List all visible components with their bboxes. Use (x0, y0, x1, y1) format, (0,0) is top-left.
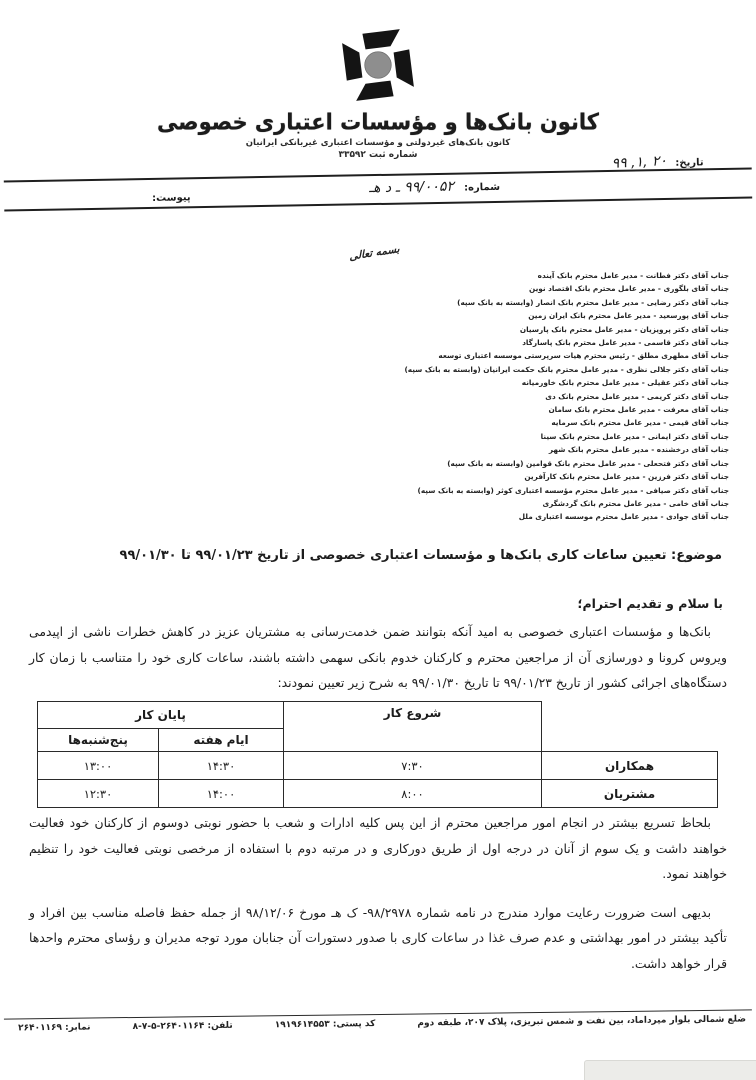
table-blank-corner (542, 702, 718, 752)
recipient-line: جناب آقای دکتر فطانت - مدیر عامل محترم بانک آینده (537, 271, 729, 280)
attachment-label: پیوست: (152, 192, 191, 204)
recipient-line: جناب آقای بلگوری - مدیر عامل محترم بانک اقتصاد نوین (529, 284, 729, 294)
table-row-customers (38, 780, 718, 808)
recipient-line: جناب آقای دکتر عقیلی - مدیر عامل محترم بانک خاورمیانه (521, 378, 729, 388)
date-label: تاریخ: (675, 157, 704, 169)
recipient-line: جناب آقای معرفت - مدیر عامل محترم بانک سامان (548, 405, 729, 415)
staff-start-time: ۷:۳۰ (284, 752, 542, 780)
weekdays-header: ایام هفته (159, 729, 284, 752)
recipient-line: جناب آقای دکتر ایمانی - مدیر عامل محترم بانک سینا (540, 431, 729, 441)
customers-thursday-end-time: ۱۲:۳۰ (38, 780, 159, 808)
number-handwritten-value: ۹۹/۰۰۵۲ ـ د هـ (368, 178, 455, 197)
org-subtitle: کانون بانک‌های غیردولتی و مؤسسات اعتباری غیربانکی ایرانیان (245, 138, 511, 148)
recipient-line: جناب آقای خامی - مدیر عامل محترم بانک گردشگری (542, 498, 729, 508)
thursdays-header: پنج‌شنبه‌ها (38, 729, 159, 752)
greeting-line: با سلام و تقدیم احترام؛ (577, 596, 723, 611)
recipient-line: جناب آقای دکتر فرزین - مدیر عامل محترم بانک کارآفرین (524, 472, 729, 482)
recipient-line: جناب آقای دکتر پرویزیان - مدیر عامل محترم بانک پارسیان (519, 324, 729, 334)
recipient-line: جناب آقای پورسعید - مدیر عامل محترم بانک ایران زمین (528, 311, 729, 321)
handwritten-besmeh: بسمه تعالی (349, 243, 401, 263)
recipient-line: جناب آقای قیمی - مدیر عامل محترم بانک سرمایه (551, 418, 729, 428)
number-label: شماره: (463, 181, 501, 194)
footer-postal-code: کد پستی: ۱۹۱۹۶۱۴۵۵۳ (274, 1019, 376, 1031)
org-registration-number: شماره ثبت ۳۳۵۹۲ (338, 150, 418, 160)
number-field (369, 178, 500, 196)
customers-start-time: ۸:۰۰ (284, 780, 542, 808)
staff-thursday-end-time: ۱۳:۰۰ (38, 752, 159, 780)
end-of-work-header: پایان کار (38, 702, 284, 729)
footer-fax: نمابر: ۲۶۴۰۱۱۶۹ (18, 1022, 91, 1034)
attachment-field (152, 185, 191, 205)
customers-weekday-end-time: ۱۴:۰۰ (159, 780, 284, 808)
recipient-line: جناب آقای دکتر قاسمی - مدیر عامل محترم بانک پاسارگاد (522, 338, 729, 348)
org-title: کانون بانک‌ها و مؤسسات اعتباری خصوصی (157, 109, 599, 135)
footer-address: ضلع شمالی بلوار میرداماد، بین نفت و شمس تبریزی، پلاک ۲۰۷، طبقه دوم (417, 1014, 747, 1029)
recipient-line: جناب آقای دکتر کریمی - مدیر عامل محترم بانک دی (545, 391, 729, 401)
recipient-line: جناب آقای مطهری مطلق - رئیس محترم هیات سرپرستی موسسه اعتباری توسعه (438, 351, 729, 361)
date-field (612, 153, 704, 171)
row-label: مشتریان (542, 780, 718, 808)
recipient-line: جناب آقای دکتر رضایی - مدیر عامل محترم بانک انصار (وابسته به بانک سپه) (457, 297, 729, 307)
pinwheel-logo-icon (339, 26, 417, 104)
recipients-list (30, 269, 729, 524)
table-row-staff (38, 752, 718, 780)
body-paragraph: بانک‌ها و مؤسسات اعتباری خصوصی به امید آنکه بتوانند ضمن خدمت‌رسانی به مشتریان عزیز در کاهش خطرات ناشی از اپیدمی ویروس کرونا و دورسازی آن از مراجعین محترم و کارکنان خدوم بانکی سهمی داشته باشند، ساعات کاری خود را متناسب با زمان کار دستگاه‌های اجرائی کشور از تاریخ ۹۹/۰۱/۲۳ تا تاریخ ۹۹/۰۱/۳۰ به شرح زیر تعیین نمودند: (29, 624, 727, 690)
subject-line: موضوع: تعیین ساعات کاری بانک‌ها و مؤسسات اعتباری خصوصی از تاریخ ۹۹/۰۱/۲۳ تا ۹۹/۰۱/۳۰ (119, 548, 722, 563)
body-paragraph: بلحاظ تسریع بیشتر در انجام امور مراجعین محترم از این پس کلیه ادارات و شعب با حضور نوبتی دوسوم از کارکنان خود فعالیت خواهند داشت و یک سوم از آنان در درجه اول از طریق دورکاری و در مرتبه دوم با استفاده از مرخصی نوبتی فعالیت خود را تنظیم خواهند نمود. (29, 815, 727, 881)
recipient-line: جناب آقای درخشنده - مدیر عامل محترم بانک شهر (548, 445, 729, 455)
letterhead (0, 26, 756, 160)
date-handwritten-value: ۹۹ ,۱, ۲۰ (611, 152, 668, 172)
recipient-line: جناب آقای جوادی - مدیر عامل محترم موسسه اعتباری ملل (518, 512, 729, 522)
recipient-line: جناب آقای دکتر صیافی - مدیر عامل محترم مؤسسه اعتباری کوثر (وابسته به بانک سپه) (417, 485, 729, 495)
footer-phone: تلفن: ۲۶۴۰۱۱۶۴-۵-۷-۸ (132, 1020, 233, 1032)
body-paragraph: بدیهی است ضرورت رعایت موارد مندرج در نامه شماره ۹۸/۲۹۷۸- ک هـ مورخ ۹۸/۱۲/۰۶ از جمله حفظ فاصله مناسب بین افراد و تأکید بیشتر در امور بهداشتی و عدم صرف غذا در ساعات کاری با صدور دستورات آن جنابان مورد توجه مدیران و رؤسای محترم واحدها قرار خواهد داشت. (29, 904, 727, 971)
recipient-line: جناب آقای دکتر جلالی نظری - مدیر عامل محترم بانک حکمت ایرانیان (وابسته به بانک سپه) (404, 364, 729, 374)
scan-artifact-box (584, 1060, 756, 1080)
footer-contact-bar (4, 1009, 752, 1033)
start-of-work-header: شروع کار (284, 702, 542, 752)
row-label: همکاران (542, 752, 718, 780)
staff-weekday-end-time: ۱۴:۳۰ (159, 752, 284, 780)
recipient-line: جناب آقای دکتر فتحعلی - مدیر عامل محترم بانک قوامین (وابسته به بانک سپه) (447, 458, 729, 468)
body-paragraphs (29, 810, 727, 989)
working-hours-table (37, 701, 718, 808)
